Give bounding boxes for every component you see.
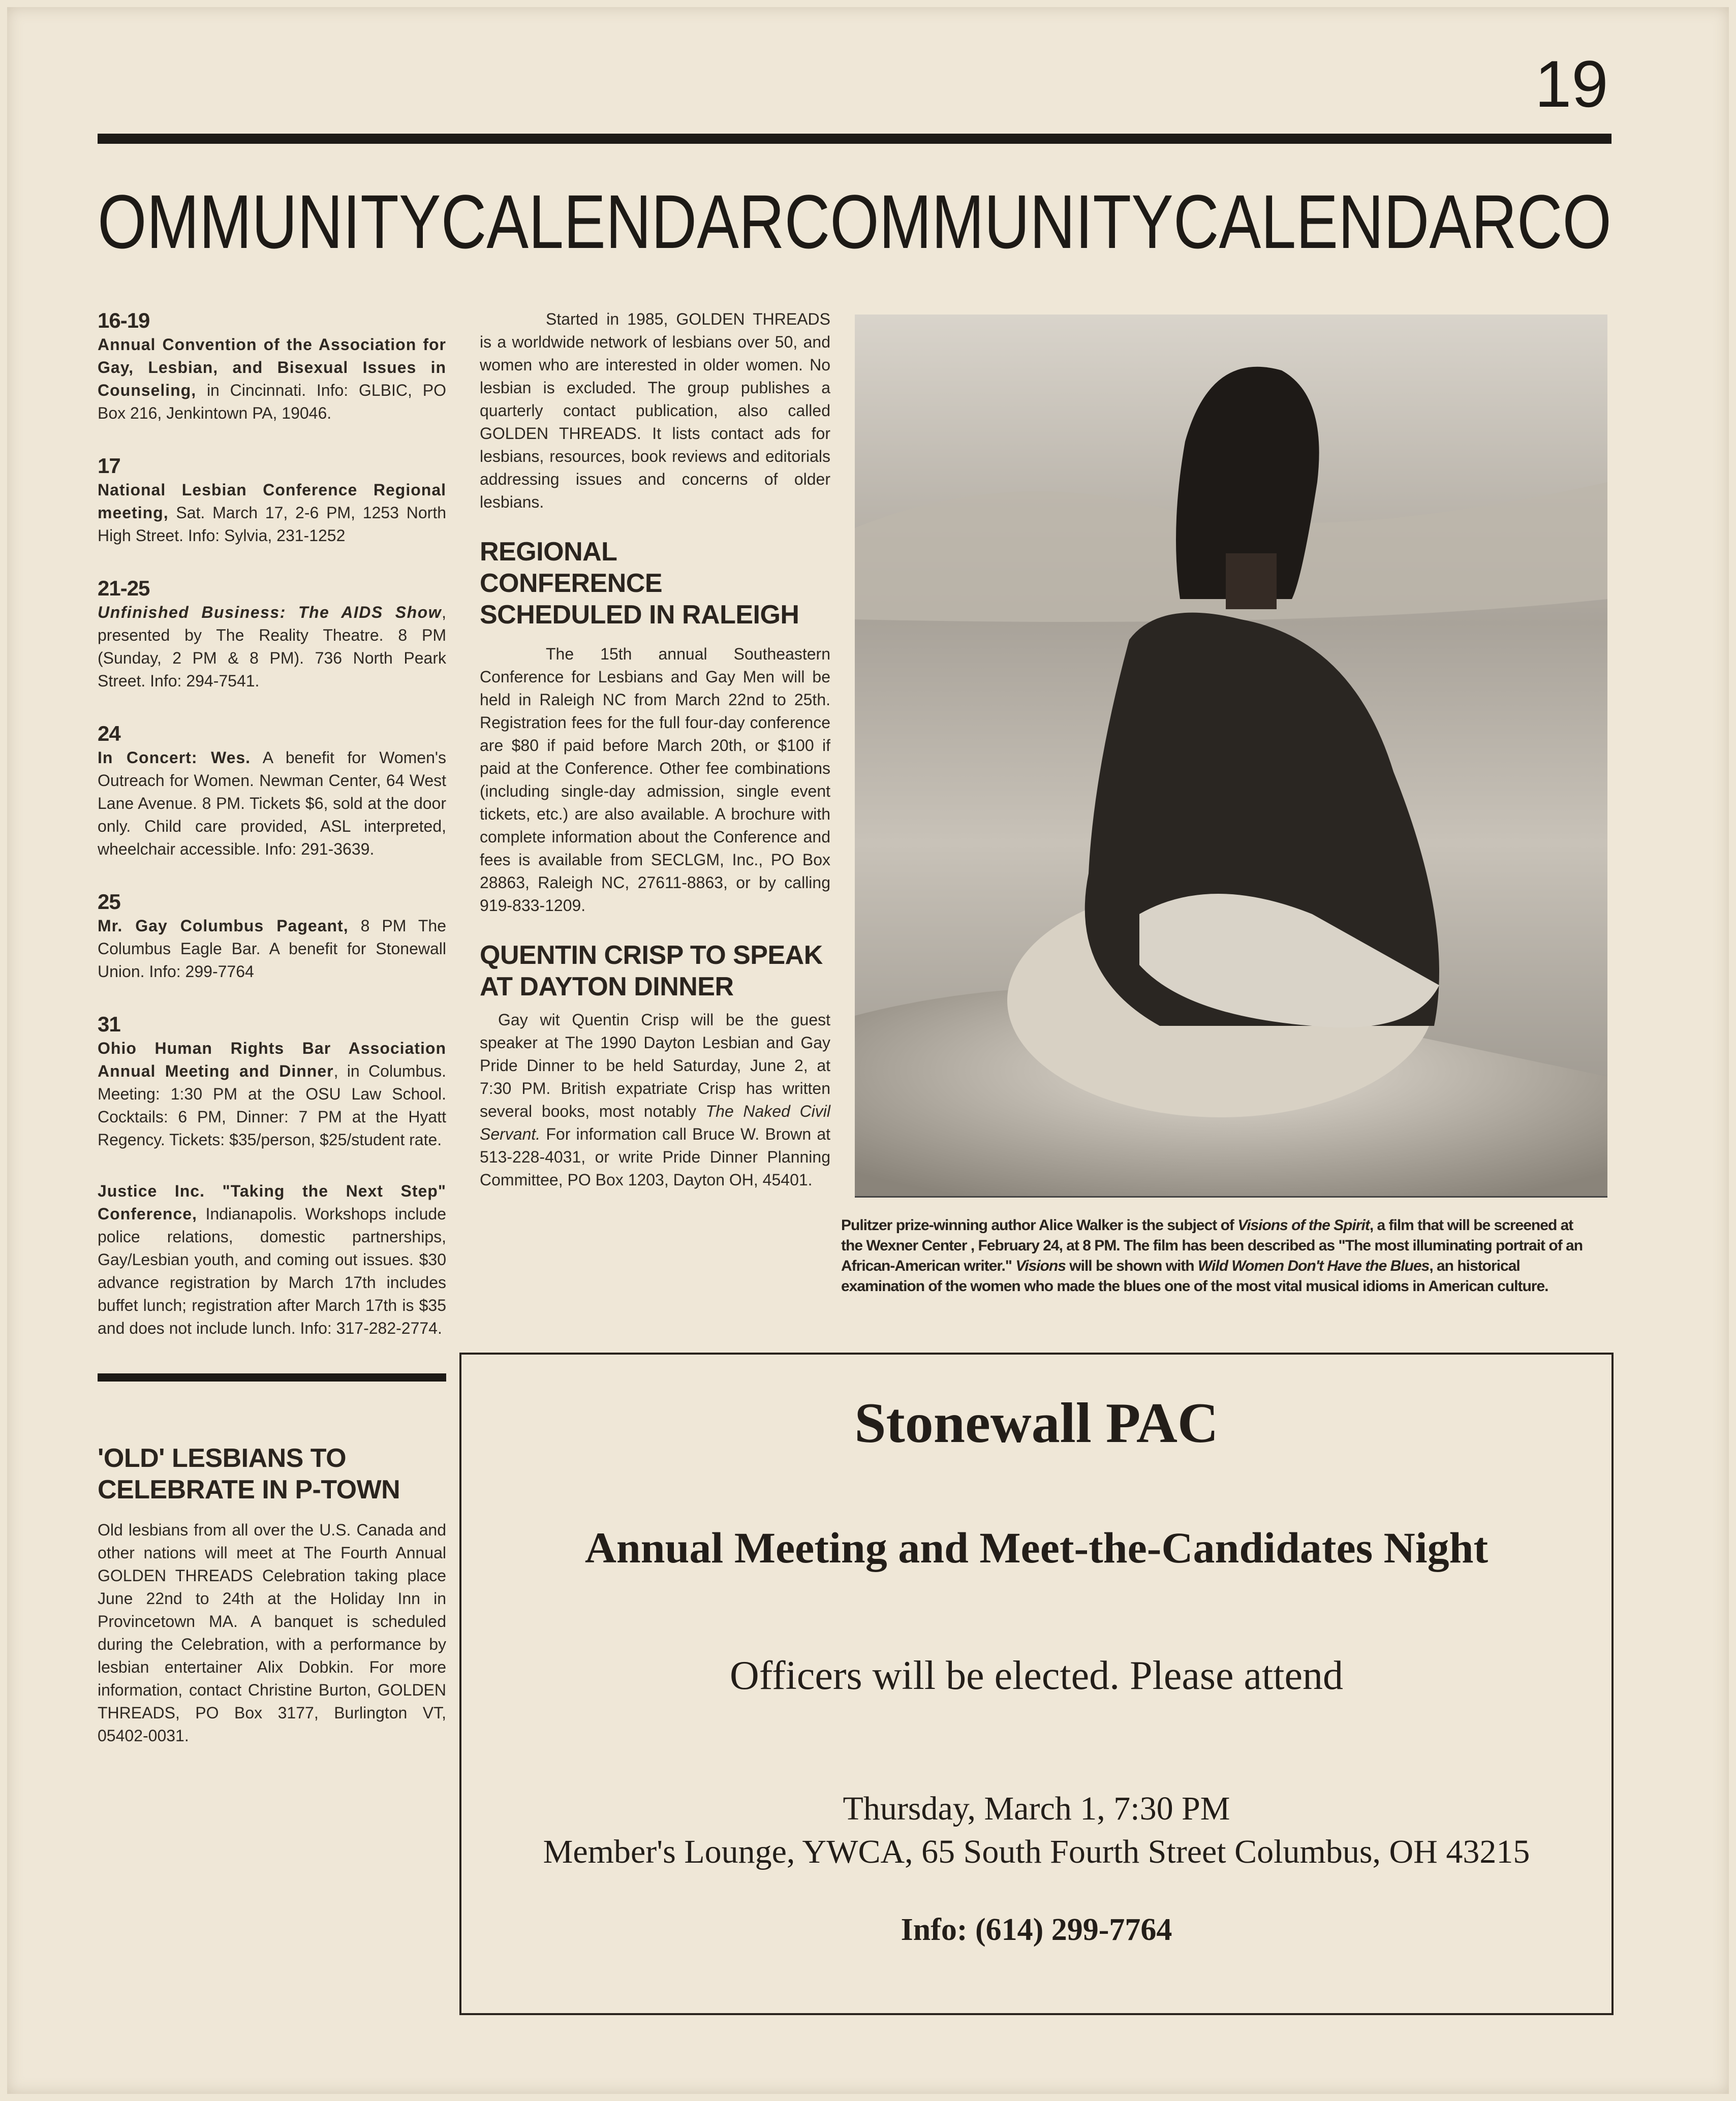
ad-title: Stonewall PAC — [854, 1392, 1219, 1455]
caption-text: , a film that will be screened at the Wexner Center , February 24, at 8 PM. The film has been described as "The most illuminating portrait of an African-American writer." — [841, 1217, 1583, 1274]
entry-details: A benefit for Women's Outreach for Women. Newman Center, 64 West Lane Avenue. 8 PM. Tickets $6, sold at the door only. Child care provided, ASL interpreted, wheelchair accessible. Info: 291-3639. — [98, 748, 447, 858]
raleigh-article — [480, 536, 830, 917]
raleigh-body: The 15th annual Southeastern Conference for Lesbians and Gay Men will be held in Raleigh NC from March 22nd to 25th. Registration fees for the full four-day conference are $80 if paid before March 20th, or $100 if paid at the Conference. Other fee combinations (including single-day admission, single event tickets, etc.) are also available. A brochure with complete information about the Conference and fees is available from SECLGM, Inc., PO Box 28863, Raleigh NC, 27611-8863, or by calling 919-833-1209. — [480, 645, 830, 915]
entry-title: Ohio Human Rights Bar Association Annual Meeting and Dinner — [98, 1039, 446, 1080]
entry-title: Justice Inc. "Taking the Next Step" Conference, — [98, 1182, 446, 1223]
crisp-headline: QUENTIN CRISP TO SPEAK AT DAYTON DINNER — [480, 940, 823, 1001]
entry-title: In Concert: Wes. — [98, 748, 251, 767]
calendar-entry — [98, 576, 446, 693]
entry-title: Annual Convention of the Association for Gay, Lesbian, and Bisexual Issues in Counseling, — [98, 335, 446, 399]
caption-text: will be shown with — [1065, 1258, 1198, 1274]
entry-details: , presented by The Reality Theatre. 8 PM (Sunday, 2 PM & 8 PM). 736 North Peark Street. Info: 294-7541. — [98, 603, 446, 690]
caption-text: Pulitzer prize-winning author Alice Walker is the subject of — [841, 1217, 1238, 1234]
banner-title — [98, 183, 1611, 259]
crisp-body — [480, 1009, 830, 1191]
crisp-text: The Naked Civil Servant. — [480, 1102, 831, 1143]
calendar-date: 31 — [98, 1012, 120, 1036]
entry-details: 8 PM The Columbus Eagle Bar. A benefit for Stonewall Union. Info: 299-7764 — [98, 917, 447, 981]
calendar-entry — [98, 308, 446, 425]
ad-subtitle: Annual Meeting and Meet-the-Candidates Night — [584, 1523, 1489, 1572]
entry-details: Sat. March 17, 2-6 PM, 1253 North High Street. Info: Sylvia, 231-1252 — [98, 504, 446, 545]
calendar-entry — [98, 1012, 446, 1151]
old-lesbians-headline: 'OLD' LESBIANS TO CELEBRATE IN P-TOWN — [98, 1444, 400, 1504]
calendar-date: 24 — [98, 722, 120, 745]
caption-text: , an historical examination of the women who made the blues one of the most vital musical idioms in American culture. — [841, 1258, 1548, 1295]
calendar-date: 17 — [98, 454, 120, 478]
calendar-column — [98, 308, 446, 1368]
old-lesbians-article — [98, 1443, 446, 1747]
entry-details: , in Columbus. Meeting: 1:30 PM at the OSU Law School. Cocktails: 6 PM, Dinner: 7 PM at the Hyatt Regency. Tickets: $35/person, $25/student rate. — [98, 1062, 447, 1149]
entry-title: National Lesbian Conference Regional meeting, — [98, 481, 446, 522]
ad-info: Info: (614) 299-7764 — [901, 1912, 1172, 1947]
column-rule — [98, 1373, 446, 1382]
calendar-entry — [98, 453, 446, 547]
banner-title-text: OMMUNITYCALENDARCOMMUNITYCALENDARCO — [98, 183, 1611, 259]
page-number: 19 — [1535, 47, 1608, 121]
calendar-entry — [98, 721, 446, 861]
alice-walker-photo — [855, 315, 1607, 1198]
crisp-text: For information call Bruce W. Brown at 513-228-4031, or write Pride Dinner Planning Committee, PO Box 1203, Dayton OH, 45401. — [480, 1125, 830, 1189]
calendar-date: 16-19 — [98, 308, 150, 332]
top-rule — [98, 134, 1611, 144]
crisp-article — [480, 939, 830, 1191]
entry-title: Unfinished Business: The AIDS Show — [98, 603, 442, 621]
caption-text: Visions of the Spirit — [1237, 1217, 1370, 1234]
middle-column — [480, 308, 830, 1191]
calendar-date: 25 — [98, 890, 120, 914]
crisp-text: Gay wit Quentin Crisp will be the guest speaker at The 1990 Dayton Lesbian and Gay Pride Dinner to be held Saturday, June 2, at 7:30 PM. British expatriate Crisp has written several books, most notably — [480, 1011, 830, 1120]
photo-caption — [841, 1215, 1593, 1297]
entry-details: Indianapolis. Workshops include police relations, domestic partnerships, Gay/Lesbian youth, and coming out issues. $30 advance registration by March 17th includes buffet lunch; registration after March 17th is $35 and does not include lunch. Info: 317-282-2774. — [98, 1205, 446, 1337]
left-column — [98, 308, 446, 1747]
calendar-date: 21-25 — [98, 576, 150, 600]
golden-threads-body: Started in 1985, GOLDEN THREADS is a worldwide network of lesbians over 50, and women who are interested in older women. No lesbian is excluded. The group publishes a quarterly contact publication, also called GOLDEN THREADS. It lists contact ads for lesbians, resources, book reviews and editorials addressing issues and concerns of older lesbians. — [480, 310, 830, 511]
caption-text: Visions — [1015, 1258, 1066, 1274]
entry-details: in Cincinnati. Info: GLBIC, PO Box 216, Jenkintown PA, 19046. — [98, 381, 446, 422]
ad-note: Officers will be elected. Please attend — [730, 1653, 1343, 1698]
raleigh-headline: REGIONAL CONFERENCE SCHEDULED IN RALEIGH — [480, 537, 799, 630]
calendar-entry — [98, 889, 446, 983]
ad-location: Member's Lounge, YWCA, 65 South Fourth Street Columbus, OH 43215 — [543, 1833, 1530, 1870]
caption-text: Wild Women Don't Have the Blues — [1197, 1258, 1430, 1274]
ad-date: Thursday, March 1, 7:30 PM — [843, 1790, 1230, 1827]
old-lesbians-body: Old lesbians from all over the U.S. Canada and other nations will meet at The Fourth Annual GOLDEN THREADS Celebration taking place June 22nd to 24th at the Holiday Inn in Provincetown MA. A banquet is scheduled during the Celebration, with a performance by lesbian entertainer Alix Dobkin. For more information, contact Christine Burton, GOLDEN THREADS, PO Box 3177, Burlington VT, 05402-0031. — [98, 1521, 446, 1745]
stonewall-pac-ad — [459, 1353, 1614, 2015]
calendar-entry — [98, 1180, 446, 1340]
entry-title: Mr. Gay Columbus Pageant, — [98, 917, 349, 935]
